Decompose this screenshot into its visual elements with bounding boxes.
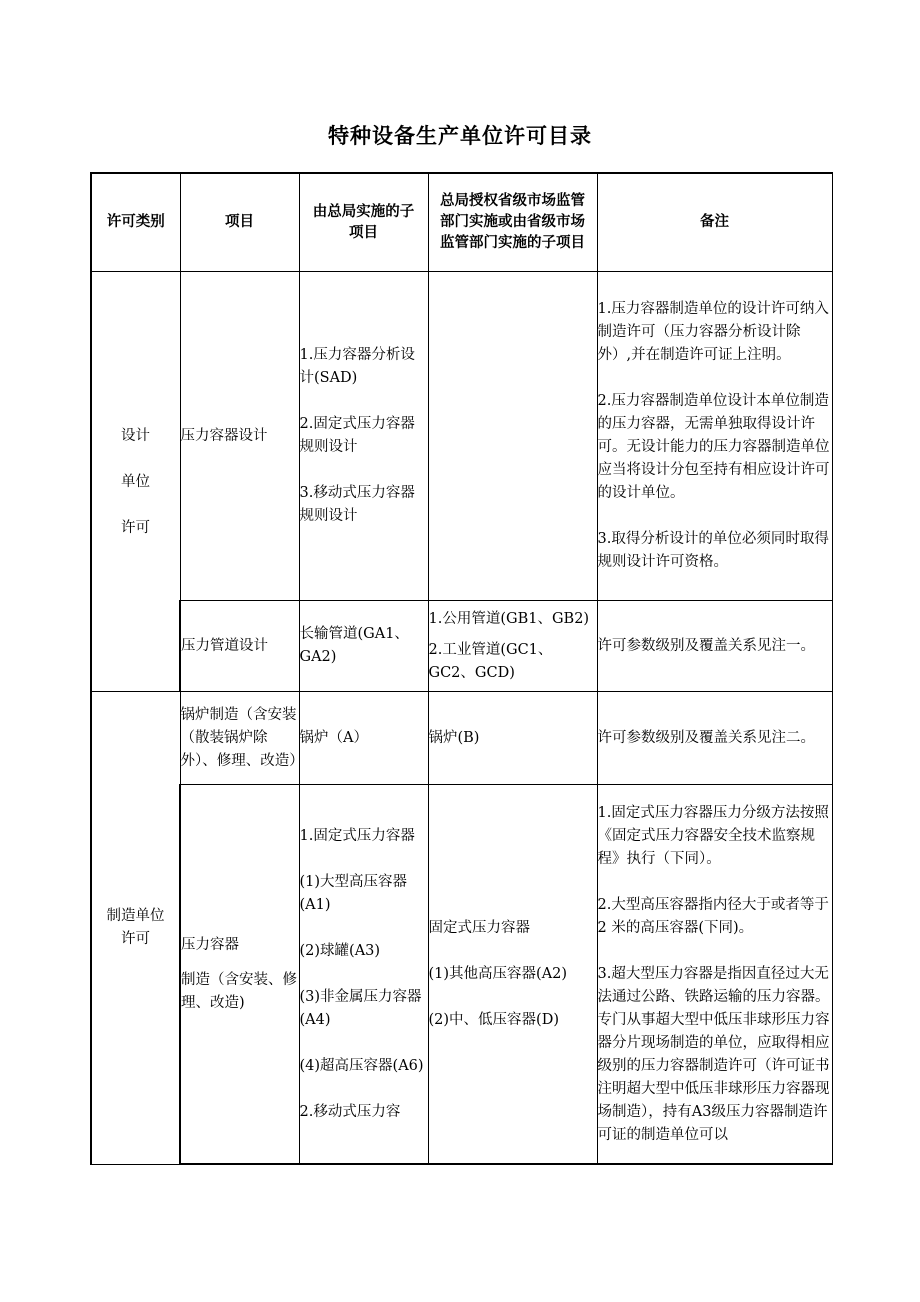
header-item: 项目 [180, 173, 299, 272]
bureau-cell: 1.压力容器分析设计(SAD) 2.固定式压力容器规则设计 3.移动式压力容器规则设计 [299, 272, 428, 601]
table-row [91, 785, 832, 1165]
category-design-license: 设计 单位 许可 [91, 272, 180, 692]
header-provincial: 总局授权省级市场监管部门实施或由省级市场监管部门实施的子项目 [428, 173, 597, 272]
item-cell: 压力容器设计 [180, 272, 299, 601]
provincial-cell [428, 272, 597, 601]
header-remarks: 备注 [597, 173, 832, 272]
provincial-cell: 1.公用管道(GB1、GB2) 2.工业管道(GC1、GC2、GCD) [428, 601, 597, 692]
table-header-row [91, 173, 832, 272]
bureau-cell: 1.固定式压力容器 (1)大型高压容器(A1) (2)球罐(A3) (3)非金属压力容器(A4) (4)超高压容器(A6) 2.移动式压力容 [299, 785, 428, 1165]
provincial-cell: 锅炉(B) [428, 692, 597, 785]
remarks-cell: 许可参数级别及覆盖关系见注一。 [597, 601, 832, 692]
table-row [91, 692, 832, 785]
item-cell: 压力管道设计 [180, 601, 299, 692]
bureau-cell: 长输管道(GA1、GA2) [299, 601, 428, 692]
page-title: 特种设备生产单位许可目录 [328, 124, 592, 148]
header-bureau: 由总局实施的子项目 [299, 173, 428, 272]
bureau-cell: 锅炉（A） [299, 692, 428, 785]
remarks-cell: 许可参数级别及覆盖关系见注二。 [597, 692, 832, 785]
table-row [91, 601, 832, 692]
item-cell: 锅炉制造（含安装（散装锅炉除外）、修理、改造） [180, 692, 299, 785]
table-row [91, 272, 832, 601]
header-category: 许可类别 [91, 173, 180, 272]
provincial-cell: 固定式压力容器 (1)其他高压容器(A2) (2)中、低压容器(D) [428, 785, 597, 1165]
item-cell: 压力容器 制造（含安装、修理、改造) [180, 785, 299, 1165]
license-catalog-table [90, 172, 833, 1165]
remarks-cell: 1.压力容器制造单位的设计许可纳入制造许可（压力容器分析设计除外）,并在制造许可证上注明。 2.压力容器制造单位设计本单位制造的压力容器，无需单独取得设计许可。无设计能力的压力容器制造单位应当将设计分包至持有相应设计许可的设计单位。 3.取得分析设计的单位必须同时取得规则设计许可资格。 [597, 272, 832, 601]
category-manufacturing-license: 制造单位许可 [91, 692, 180, 1165]
remarks-cell: 1.固定式压力容器压力分级方法按照《固定式压力容器安全技术监察规程》执行（下同）。 2.大型高压容器指内径大于或者等于 2 米的高压容器(下同)。 3.超大型压力容器是指因直径过大无法通过公路、铁路运输的压力容器。专门从事超大型中低压非球形压力容器分片现场制造的单位，应取得相应级别的压力容器制造许可（许可证书注明超大型中低压非球形压力容器现场制造），持有A3级压力容器制造许可证的制造单位可以 [597, 785, 832, 1165]
